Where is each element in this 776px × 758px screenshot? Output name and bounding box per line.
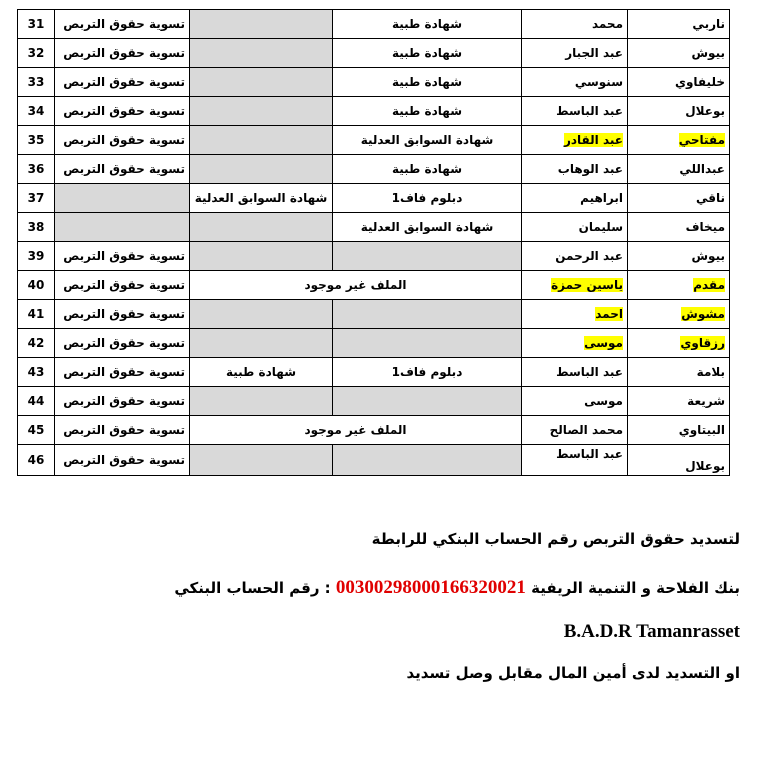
- last-name-cell-text: ناقي: [695, 191, 725, 205]
- status-cell: [55, 300, 190, 329]
- table-row: [18, 416, 730, 445]
- first-name-cell: [522, 242, 628, 271]
- row-number: [18, 416, 55, 445]
- table-row: [18, 184, 730, 213]
- first-name-cell: [522, 155, 628, 184]
- document-cell-1-text: دبلوم فاف1: [391, 191, 463, 205]
- first-name-cell-text: عبد الباسط: [556, 447, 623, 461]
- first-name-cell-text: عبد الوهاب: [557, 162, 623, 176]
- last-name-cell-text: مقدم: [693, 278, 725, 292]
- row-number: [18, 300, 55, 329]
- payment-instruction: لتسديد حقوق التربص رقم الحساب البنكي للرابطة: [371, 530, 740, 548]
- account-label: : رقم الحساب البنكي: [174, 579, 331, 597]
- missing-file-cell: [190, 271, 522, 300]
- document-cell-2: [190, 39, 333, 68]
- table-row: [18, 445, 730, 476]
- status-cell: [55, 445, 190, 476]
- row-number-text: 33: [27, 75, 45, 89]
- document-cell-2: [190, 300, 333, 329]
- row-number: [18, 387, 55, 416]
- last-name-cell-text: بلامة: [696, 365, 725, 379]
- document-cell-2-text: شهادة طبية: [225, 365, 297, 379]
- table-body: [18, 10, 730, 476]
- first-name-cell: [522, 184, 628, 213]
- document-cell-1: [333, 184, 522, 213]
- table-row: [18, 387, 730, 416]
- last-name-cell: [628, 184, 730, 213]
- document-cell-2: [190, 155, 333, 184]
- last-name-cell: [628, 10, 730, 39]
- table-row: [18, 300, 730, 329]
- table-row: [18, 39, 730, 68]
- first-name-cell: [522, 213, 628, 242]
- status-cell-text: تسوية حقوق التربص: [63, 336, 185, 350]
- last-name-cell-text: بوعلال: [685, 104, 725, 118]
- last-name-cell: [628, 97, 730, 126]
- first-name-cell: [522, 358, 628, 387]
- row-number: [18, 329, 55, 358]
- last-name-cell: [628, 300, 730, 329]
- document-cell-2: [190, 329, 333, 358]
- first-name-cell-text: احمد: [595, 307, 623, 321]
- document-cell-1-text: شهادة طبية: [391, 104, 463, 118]
- row-number: [18, 39, 55, 68]
- row-number: [18, 155, 55, 184]
- document-cell-1-text: شهادة طبية: [391, 75, 463, 89]
- document-cell-1: [333, 300, 522, 329]
- status-cell: [55, 242, 190, 271]
- document-cell-1: [333, 329, 522, 358]
- first-name-cell: [522, 387, 628, 416]
- status-cell-text: تسوية حقوق التربص: [63, 75, 185, 89]
- table-row: [18, 271, 730, 300]
- table-row: [18, 329, 730, 358]
- document-cell-1-text: دبلوم فاف1: [391, 365, 463, 379]
- document-cell-1-text: شهادة طبية: [391, 46, 463, 60]
- first-name-cell-text: سنوسي: [574, 75, 623, 89]
- document-cell-2: [190, 358, 333, 387]
- last-name-cell: [628, 213, 730, 242]
- row-number-text: 39: [27, 249, 45, 263]
- document-cell-1-text: شهادة طبية: [391, 17, 463, 31]
- last-name-cell-text: ميخاف: [685, 220, 725, 234]
- last-name-cell-text: بوعلال: [685, 459, 725, 473]
- row-number-text: 43: [27, 365, 45, 379]
- document-cell-1: [333, 387, 522, 416]
- row-number: [18, 213, 55, 242]
- row-number-text: 46: [27, 453, 45, 467]
- document-cell-1: [333, 68, 522, 97]
- bank-account-line: [174, 577, 740, 599]
- document-cell-2: [190, 184, 333, 213]
- first-name-cell: [522, 39, 628, 68]
- last-name-cell: [628, 126, 730, 155]
- row-number: [18, 126, 55, 155]
- bank-name: بنك الفلاحة و التنمية الريفية: [531, 579, 740, 597]
- status-cell-text: تسوية حقوق التربص: [63, 394, 185, 408]
- last-name-cell-text: بيوش: [691, 46, 725, 60]
- status-cell: [55, 416, 190, 445]
- status-cell-text: تسوية حقوق التربص: [63, 278, 185, 292]
- row-number-text: 38: [27, 220, 45, 234]
- first-name-cell: [522, 97, 628, 126]
- last-name-cell-text: خليفاوي: [674, 75, 725, 89]
- first-name-cell-text: سليمان: [578, 220, 623, 234]
- last-name-cell: [628, 358, 730, 387]
- document-cell-1: [333, 445, 522, 476]
- status-cell: [55, 213, 190, 242]
- missing-file-cell-text: الملف غير موجود: [304, 423, 407, 437]
- status-cell: [55, 358, 190, 387]
- table-row: [18, 213, 730, 242]
- row-number-text: 34: [27, 104, 45, 118]
- status-cell: [55, 68, 190, 97]
- table-row: [18, 10, 730, 39]
- document-cell-1: [333, 213, 522, 242]
- status-cell: [55, 126, 190, 155]
- last-name-cell: [628, 39, 730, 68]
- row-number-text: 31: [27, 17, 45, 31]
- last-name-cell: [628, 445, 730, 476]
- last-name-cell-text: بيوش: [691, 249, 725, 263]
- status-cell: [55, 271, 190, 300]
- first-name-cell: [522, 126, 628, 155]
- last-name-cell-text: البيتاوي: [678, 423, 725, 437]
- first-name-cell-text: عبد القادر: [563, 133, 623, 147]
- last-name-cell-text: مشوش: [681, 307, 725, 321]
- document-cell-2: [190, 10, 333, 39]
- last-name-cell: [628, 68, 730, 97]
- row-number-text: 42: [27, 336, 45, 350]
- last-name-cell: [628, 242, 730, 271]
- first-name-cell: [522, 329, 628, 358]
- first-name-cell: [522, 271, 628, 300]
- first-name-cell-text: عبد الجبار: [565, 46, 623, 60]
- first-name-cell-text: موسى: [584, 336, 623, 350]
- document-cell-1-text: شهادة طبية: [391, 162, 463, 176]
- first-name-cell: [522, 300, 628, 329]
- document-cell-2: [190, 445, 333, 476]
- status-cell: [55, 155, 190, 184]
- status-cell-text: تسوية حقوق التربص: [63, 104, 185, 118]
- status-cell-text: تسوية حقوق التربص: [63, 133, 185, 147]
- row-number-text: 36: [27, 162, 45, 176]
- document-cell-1: [333, 126, 522, 155]
- document-cell-2: [190, 387, 333, 416]
- last-name-cell: [628, 387, 730, 416]
- row-number: [18, 358, 55, 387]
- status-cell: [55, 184, 190, 213]
- table-row: [18, 68, 730, 97]
- last-name-cell-text: شريعة: [687, 394, 725, 408]
- document-cell-1: [333, 358, 522, 387]
- row-number: [18, 242, 55, 271]
- status-cell: [55, 39, 190, 68]
- row-number-text: 41: [27, 307, 45, 321]
- account-number: 00300298000166320021: [335, 577, 526, 598]
- document-cell-2: [190, 97, 333, 126]
- first-name-cell: [522, 416, 628, 445]
- first-name-cell-text: ابراهيم: [580, 191, 623, 205]
- status-cell: [55, 387, 190, 416]
- document-cell-1-text: شهادة السوابق العدلية: [360, 133, 494, 147]
- last-name-cell-text: مفتاحي: [678, 133, 725, 147]
- row-number-text: 35: [27, 133, 45, 147]
- status-cell-text: تسوية حقوق التربص: [63, 249, 185, 263]
- last-name-cell-text: رزقاوي: [680, 336, 725, 350]
- last-name-cell: [628, 416, 730, 445]
- first-name-cell-text: عبد الرحمن: [555, 249, 623, 263]
- row-number-text: 45: [27, 423, 45, 437]
- status-cell-text: تسوية حقوق التربص: [63, 453, 185, 467]
- table-row: [18, 126, 730, 155]
- status-cell-text: تسوية حقوق التربص: [63, 307, 185, 321]
- status-cell: [55, 10, 190, 39]
- document-cell-1: [333, 39, 522, 68]
- document-cell-1-text: شهادة السوابق العدلية: [360, 220, 494, 234]
- missing-file-cell: [190, 416, 522, 445]
- last-name-cell: [628, 155, 730, 184]
- row-number: [18, 445, 55, 476]
- treasurer-payment-note: او التسديد لدى أمين المال مقابل وصل تسديد: [406, 664, 740, 682]
- row-number-text: 40: [27, 278, 45, 292]
- bank-branch: B.A.D.R Tamanrasset: [563, 621, 740, 642]
- document-cell-1: [333, 97, 522, 126]
- row-number-text: 32: [27, 46, 45, 60]
- first-name-cell-text: عبد الباسط: [556, 365, 623, 379]
- status-cell-text: تسوية حقوق التربص: [63, 17, 185, 31]
- row-number: [18, 68, 55, 97]
- last-name-cell: [628, 329, 730, 358]
- first-name-cell-text: محمد: [591, 17, 623, 31]
- table-row: [18, 358, 730, 387]
- status-cell-text: تسوية حقوق التربص: [63, 46, 185, 60]
- document-cell-1: [333, 155, 522, 184]
- table-row: [18, 97, 730, 126]
- first-name-cell-text: محمد الصالح: [549, 423, 623, 437]
- first-name-cell: [522, 68, 628, 97]
- first-name-cell-text: موسى: [584, 394, 623, 408]
- last-name-cell-text: ناربي: [692, 17, 725, 31]
- row-number: [18, 10, 55, 39]
- document-cell-2: [190, 126, 333, 155]
- last-name-cell: [628, 271, 730, 300]
- status-cell-text: تسوية حقوق التربص: [63, 423, 185, 437]
- row-number-text: 44: [27, 394, 45, 408]
- document-cell-2: [190, 213, 333, 242]
- first-name-cell: [522, 10, 628, 39]
- trainee-table: [17, 9, 730, 476]
- document-cell-2: [190, 242, 333, 271]
- last-name-cell-text: عبداللي: [679, 162, 725, 176]
- status-cell-text: تسوية حقوق التربص: [63, 162, 185, 176]
- document-cell-1: [333, 10, 522, 39]
- row-number-text: 37: [27, 191, 45, 205]
- missing-file-cell-text: الملف غير موجود: [304, 278, 407, 292]
- first-name-cell-text: ياسين حمزة: [551, 278, 623, 292]
- row-number: [18, 97, 55, 126]
- first-name-cell: [522, 445, 628, 476]
- document-cell-1: [333, 242, 522, 271]
- first-name-cell-text: عبد الباسط: [556, 104, 623, 118]
- status-cell-text: تسوية حقوق التربص: [63, 365, 185, 379]
- table-row: [18, 155, 730, 184]
- document-cell-2-text: شهادة السوابق العدلية: [194, 191, 328, 205]
- document-cell-2: [190, 68, 333, 97]
- row-number: [18, 271, 55, 300]
- status-cell: [55, 97, 190, 126]
- row-number: [18, 184, 55, 213]
- status-cell: [55, 329, 190, 358]
- table-row: [18, 242, 730, 271]
